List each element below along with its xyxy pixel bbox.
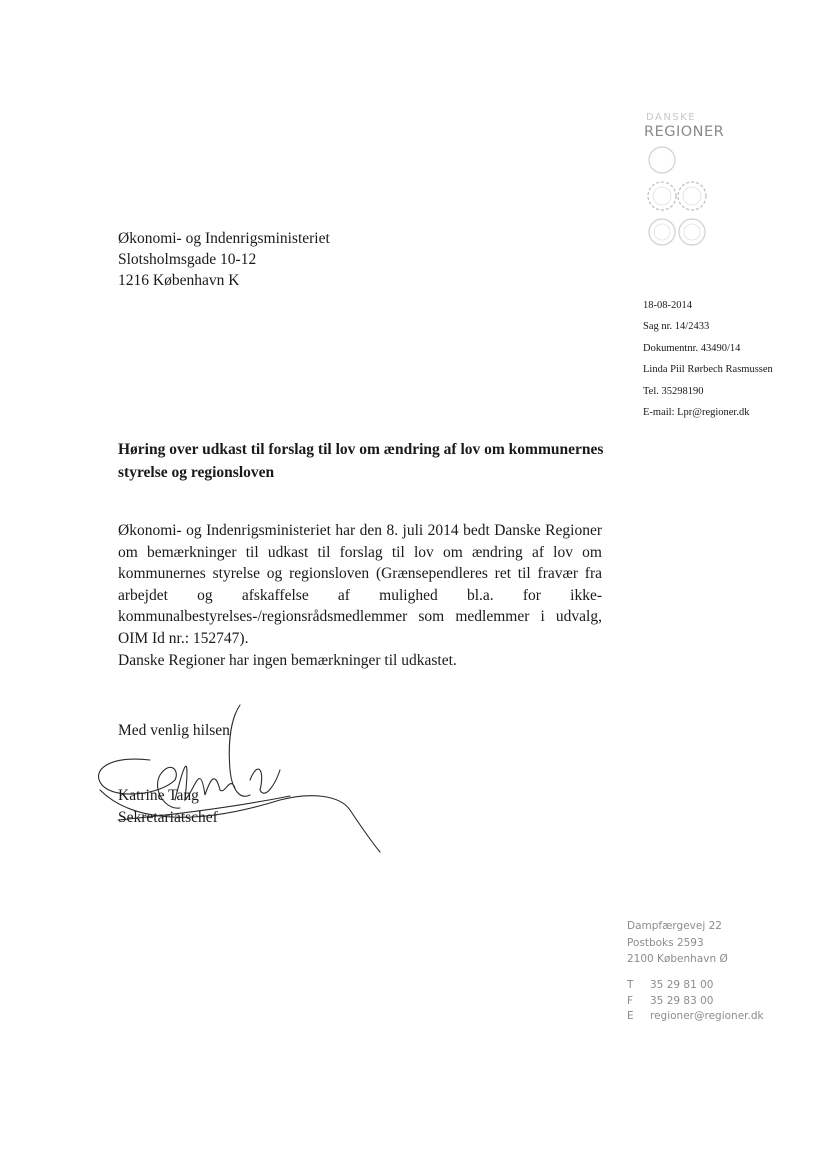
signer-title: Sekretariatschef (118, 809, 218, 826)
contact-key: T (627, 979, 634, 991)
body-paragraph: Danske Regioner har ingen bemærkninger til udkastet. (118, 652, 457, 669)
logo-main-text: REGIONER (644, 124, 725, 140)
case-number: Sag nr. 14/2433 (643, 321, 710, 333)
footer-contact-row (627, 978, 764, 994)
recipient-line: Økonomi- og Indenrigsministeriet (118, 230, 330, 247)
danske-regioner-logo (640, 108, 730, 258)
body-paragraph: Økonomi- og Indenrigsministeriet har den 8. juli 2014 bedt Danske Regioner om bemærkninger til udkast til forslag til lov om ændring af lov om kommunernes styrelse og regionsloven (Grænsependleres ret til fravær fra arbejdet og afskaffelse af mulighed bl.a. for ikke-kommunalbestyrelses-/regionsrådsmedlemmer som medlemmer i udvalg, OIM Id nr.: 152747). (118, 522, 602, 647)
footer-contacts (627, 978, 764, 1025)
footer-address-line: Dampfærgevej 22 (627, 920, 722, 932)
document-number: Dokumentnr. 43490/14 (643, 342, 741, 354)
contact-value: regioner@regioner.dk (650, 1010, 764, 1022)
signer-name: Katrine Tang (118, 787, 199, 804)
contact-phone: Tel. 35298190 (643, 385, 704, 397)
footer-contact-row (627, 1009, 764, 1025)
logo-top-text: DANSKE (646, 112, 697, 123)
recipient-line: 1216 København K (118, 272, 240, 289)
letter-subject: Høring over udkast til forslag til lov om ændring af lov om kommunernes styrelse og regionsloven (118, 441, 604, 481)
logo-circles-icon (642, 144, 718, 252)
letter-meta (643, 295, 773, 423)
letter-date: 18-08-2014 (643, 300, 692, 311)
contact-key: E (627, 1010, 634, 1022)
closing-salutation: Med venlig hilsen (118, 722, 230, 739)
contact-value: 35 29 83 00 (650, 994, 714, 1007)
recipient-line: Slotsholmsgade 10-12 (118, 251, 257, 268)
footer-address (627, 918, 728, 968)
contact-value: 35 29 81 00 (650, 979, 714, 991)
recipient-address (118, 228, 330, 291)
contact-key: F (627, 994, 634, 1007)
contact-email: E-mail: Lpr@regioner.dk (643, 407, 750, 419)
footer-address-line: Postboks 2593 (627, 936, 704, 949)
contact-name: Linda Piil Rørbech Rasmussen (643, 364, 773, 376)
footer-address-line: 2100 København Ø (627, 953, 728, 965)
footer-contact-row (627, 994, 764, 1010)
